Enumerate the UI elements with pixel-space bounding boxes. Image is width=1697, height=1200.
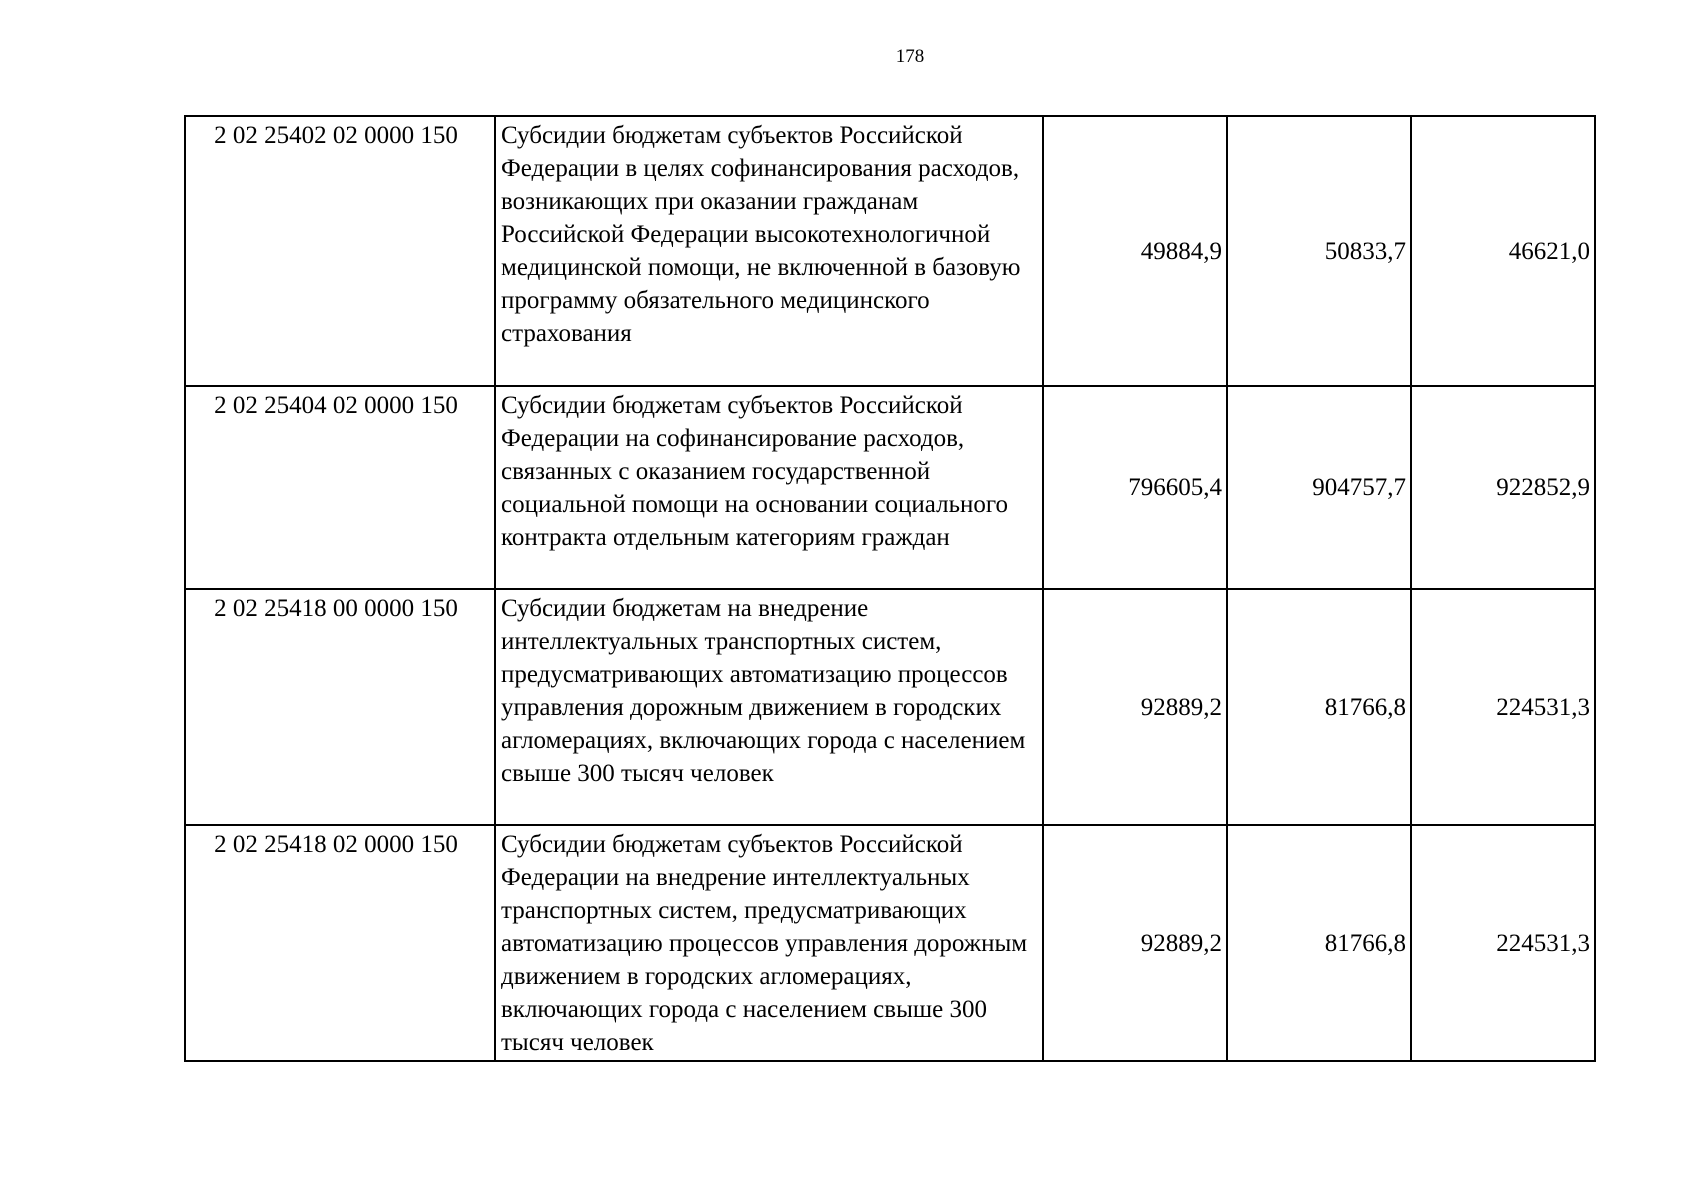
table-row [185, 116, 1595, 386]
value-col-3: 46621,0 [1411, 116, 1595, 386]
table-row [185, 386, 1595, 589]
value-col-3: 224531,3 [1411, 825, 1595, 1061]
table-row [185, 825, 1595, 1061]
value-col-3: 224531,3 [1411, 589, 1595, 825]
budget-code: 2 02 25418 00 0000 150 [185, 589, 495, 825]
value-col-1: 796605,4 [1043, 386, 1227, 589]
row-description: Субсидии бюджетам на внедрение интеллектуальных транспортных систем, предусматривающих автоматизацию процессов управления дорожным движением в городских агломерациях, включающих города с населением свыше 300 тысяч человек [495, 589, 1043, 825]
budget-code: 2 02 25418 02 0000 150 [185, 825, 495, 1061]
value-col-1: 49884,9 [1043, 116, 1227, 386]
budget-code: 2 02 25402 02 0000 150 [185, 116, 495, 386]
row-description: Субсидии бюджетам субъектов Российской Федерации на внедрение интеллектуальных транспортных систем, предусматривающих автоматизацию процессов управления дорожным движением в городских агломерациях, включающих города с населением свыше 300 тысяч человек [495, 825, 1043, 1061]
value-col-2: 904757,7 [1227, 386, 1411, 589]
budget-table [184, 115, 1596, 1062]
value-col-2: 50833,7 [1227, 116, 1411, 386]
page-number: 178 [895, 46, 925, 67]
budget-code: 2 02 25404 02 0000 150 [185, 386, 495, 589]
value-col-2: 81766,8 [1227, 825, 1411, 1061]
value-col-1: 92889,2 [1043, 589, 1227, 825]
value-col-2: 81766,8 [1227, 589, 1411, 825]
value-col-3: 922852,9 [1411, 386, 1595, 589]
row-description: Субсидии бюджетам субъектов Российской Федерации в целях софинансирования расходов, возникающих при оказании гражданам Российской Федерации высокотехнологичной медицинской помощи, не включенной в базовую программу обязательного медицинского страхования [495, 116, 1043, 386]
value-col-1: 92889,2 [1043, 825, 1227, 1061]
table-row [185, 589, 1595, 825]
row-description: Субсидии бюджетам субъектов Российской Федерации на софинансирование расходов, связанных с оказанием государственной социальной помощи на основании социального контракта отдельным категориям граждан [495, 386, 1043, 589]
